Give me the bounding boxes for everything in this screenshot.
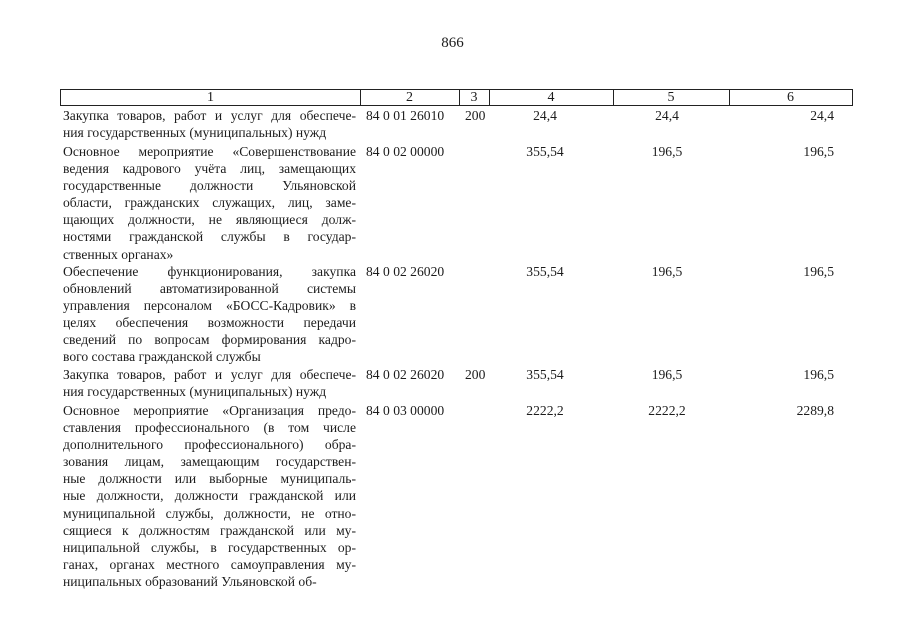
description-line: ганах, органах местного самоуправления му-	[63, 556, 356, 572]
description-line: ные должности или выборные муниципаль-	[63, 471, 356, 487]
row-description	[63, 107, 356, 141]
description-line: Основное мероприятие «Совершенствование	[63, 144, 356, 159]
row-code: 84 0 03 00000	[366, 403, 445, 418]
description-line: Основное мероприятие «Организация предо-	[63, 403, 356, 418]
description-line: ния государственных (муниципальных) нужд	[63, 384, 327, 400]
row-value-5: 2222,2	[648, 403, 686, 418]
description-line: Обеспечение функционирования, закупка	[63, 264, 356, 279]
row-value-4: 355,54	[526, 144, 564, 159]
row-description	[63, 366, 356, 400]
row-value-6: 2289,8	[796, 403, 834, 418]
row-value-4: 24,4	[533, 108, 557, 123]
row-value-4: 355,54	[526, 367, 564, 382]
description-line: ведения кадрового учёта лиц, замещающих	[63, 161, 356, 177]
description-line: ственных органах»	[63, 246, 174, 262]
description-line: управления персоналом «БОСС-Кадровик» в	[63, 298, 356, 314]
description-line: ставления профессионального (в том числе	[63, 420, 356, 436]
description-line: сящиеся к должностям гражданской или му-	[63, 522, 356, 538]
description-line: целях обеспечения возможности передачи	[63, 315, 356, 331]
row-value-4: 2222,2	[526, 403, 564, 418]
row-value-6: 196,5	[803, 367, 834, 382]
row-description	[63, 263, 356, 366]
row-value-4: 355,54	[526, 264, 564, 279]
column-header-2: 2	[360, 90, 460, 105]
description-line: ниципальных образований Ульяновской об-	[63, 573, 317, 589]
row-code: 84 0 02 00000	[366, 144, 445, 159]
column-header-4: 4	[489, 90, 614, 105]
row-description	[63, 402, 356, 590]
description-line: Закупка товаров, работ и услуг для обеспече-	[63, 367, 356, 382]
row-code: 84 0 01 26010	[366, 108, 445, 123]
row-value-5: 196,5	[651, 144, 683, 159]
row-vr: 200	[465, 367, 486, 382]
description-line: государственные должности Ульяновской	[63, 178, 356, 194]
page-number: 866	[441, 35, 464, 51]
row-value-5: 196,5	[651, 367, 683, 382]
row-value-6: 24,4	[810, 108, 834, 123]
column-header-5: 5	[613, 90, 730, 105]
row-value-6: 196,5	[803, 264, 834, 279]
column-header-6: 6	[787, 90, 794, 105]
row-value-5: 24,4	[655, 108, 679, 123]
column-header-3: 3	[459, 90, 490, 105]
row-value-5: 196,5	[651, 264, 683, 279]
description-line: области, гражданских служащих, лиц, заме-	[63, 195, 356, 211]
row-vr: 200	[465, 108, 486, 123]
row-value-6: 196,5	[803, 144, 834, 159]
row-code: 84 0 02 26020	[366, 367, 445, 382]
description-line: зования лицам, замещающим государствен-	[63, 454, 356, 470]
description-line: обновлений автоматизированной системы	[63, 281, 356, 297]
row-code: 84 0 02 26020	[366, 264, 445, 279]
description-line: ниципальной службы, в государственных ор-	[63, 539, 356, 555]
description-line: Закупка товаров, работ и услуг для обеспече-	[63, 108, 356, 123]
column-header-1: 1	[61, 90, 361, 105]
description-line: ностями гражданской службы в государ-	[63, 229, 356, 245]
description-line: ные должности, должности гражданской или	[63, 488, 356, 504]
row-description	[63, 143, 356, 263]
description-line: щающих должности, не являющиеся долж-	[63, 212, 356, 228]
description-line: дополнительного профессионального) обра-	[63, 437, 356, 453]
description-line: муниципальной службы, должности, не отно-	[63, 505, 356, 521]
description-line: ния государственных (муниципальных) нужд	[63, 125, 327, 141]
table-header	[60, 89, 853, 106]
description-line: сведений по вопросам формирования кадро-	[63, 332, 356, 348]
description-line: вого состава гражданской службы	[63, 349, 261, 365]
